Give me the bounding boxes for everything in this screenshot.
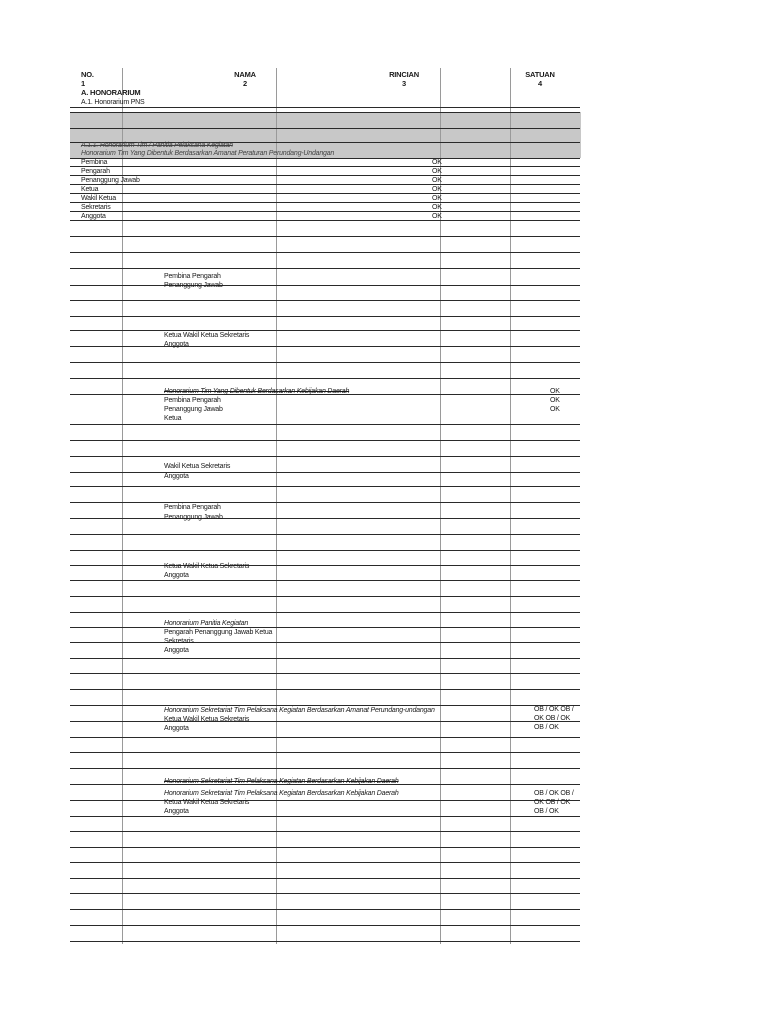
row-line <box>70 456 580 457</box>
row-line <box>70 424 580 425</box>
satuan-value: OK OB / OK <box>534 715 571 722</box>
row-line <box>70 346 580 347</box>
block-text: Ketua <box>164 415 182 422</box>
row-line <box>70 486 580 487</box>
block-title: Honorarium Panitia Kegiatan <box>164 620 249 627</box>
col-satuan-number: 4 <box>538 79 542 88</box>
satuan-value: OK <box>550 406 560 413</box>
row-line <box>70 705 580 706</box>
satuan-value: OB / OK <box>534 724 559 731</box>
row-line <box>70 752 580 753</box>
row-line <box>70 440 580 441</box>
role-wakil-ketua: Wakil Ketua <box>81 195 116 202</box>
satuan-value: OK <box>550 388 560 395</box>
row-line <box>70 847 580 848</box>
col-nama-number: 2 <box>243 79 247 88</box>
row-line <box>70 128 580 129</box>
row-line <box>70 175 580 176</box>
row-line <box>70 878 580 879</box>
section-tim-panitia: A.1.1. Honorarium Tim / Panitia Pelaksana Kegiatan <box>81 142 233 149</box>
satuan-value: OK <box>550 397 560 404</box>
row-line <box>70 502 580 503</box>
row-line <box>70 925 580 926</box>
row-line <box>70 565 580 566</box>
section-honorarium: A. HONORARIUM <box>81 88 141 97</box>
block-text: Penanggung Jawab <box>164 282 223 289</box>
col-no-header: NO. <box>81 70 94 79</box>
row-line <box>70 816 580 817</box>
column-divider-2 <box>276 68 277 944</box>
row-line <box>70 378 580 379</box>
block-text: Penanggung Jawab <box>164 514 223 521</box>
role-pembina: Pembina <box>81 159 108 166</box>
ok-value: OK <box>432 204 442 211</box>
row-line <box>70 236 580 237</box>
role-pengarah: Pengarah <box>81 168 110 175</box>
row-line <box>70 316 580 317</box>
col-no-number: 1 <box>81 79 85 88</box>
role-anggota: Anggota <box>81 213 106 220</box>
col-nama-header: NAMA <box>234 70 256 79</box>
row-line <box>70 285 580 286</box>
row-line <box>70 252 580 253</box>
ok-value: OK <box>432 159 442 166</box>
row-line <box>70 184 580 185</box>
role-ketua: Ketua <box>81 186 99 193</box>
ok-value: OK <box>432 195 442 202</box>
block-text: Anggota <box>164 725 189 732</box>
block-text: Pembina Pengarah <box>164 504 221 511</box>
row-line <box>70 300 580 301</box>
col-satuan-header: SATUAN <box>525 70 555 79</box>
block-text: Anggota <box>164 473 189 480</box>
row-line <box>70 330 580 331</box>
row-line <box>70 689 580 690</box>
block-text: Wakil Ketua Sekretaris <box>164 463 231 470</box>
satuan-value: OB / OK OB / <box>534 706 574 713</box>
ok-value: OK <box>432 177 442 184</box>
block-title: Honorarium Sekretariat Tim Pelaksana Kegiatan Berdasarkan Amanat Perundang-undangan <box>164 707 435 714</box>
ok-value: OK <box>432 168 442 175</box>
block-text: Anggota <box>164 647 189 654</box>
row-line <box>70 220 580 221</box>
column-divider-4 <box>510 68 511 944</box>
row-line <box>70 202 580 203</box>
row-line <box>70 627 580 628</box>
block-text: Pembina Pengarah <box>164 397 221 404</box>
row-line <box>70 642 580 643</box>
block-text: Pembina Pengarah <box>164 273 221 280</box>
row-line <box>70 658 580 659</box>
col-rincian-number: 3 <box>402 79 406 88</box>
row-line <box>70 193 580 194</box>
block-text: Ketua Wakil Ketua Sekretaris <box>164 799 250 806</box>
block-text: Sekretaris <box>164 638 194 645</box>
section-tim-amanat: Honorarium Tim Yang Dibentuk Berdasarkan Amanat Peraturan Perundang-Undangan <box>81 150 335 157</box>
block-text: Pengarah Penanggung Jawab Ketua <box>164 629 273 636</box>
block-text: Anggota <box>164 808 189 815</box>
row-line <box>70 941 580 942</box>
row-line <box>70 800 580 801</box>
row-line <box>70 768 580 769</box>
block-title: Honorarium Sekretariat Tim Pelaksana Kegiatan Berdasarkan Kebijakan Daerah <box>164 790 399 797</box>
row-line <box>70 612 580 613</box>
role-sekretaris: Sekretaris <box>81 204 111 211</box>
row-line <box>70 107 580 108</box>
col-rincian-header: RINCIAN <box>389 70 419 79</box>
row-line <box>70 909 580 910</box>
block-text: Anggota <box>164 572 189 579</box>
row-line <box>70 737 580 738</box>
ok-value: OK <box>432 213 442 220</box>
row-line <box>70 550 580 551</box>
satuan-value: OB / OK <box>534 808 559 815</box>
row-line <box>70 831 580 832</box>
row-line <box>70 166 580 167</box>
row-line <box>70 472 580 473</box>
row-line <box>70 721 580 722</box>
column-divider-1 <box>122 68 123 944</box>
satuan-value: OB / OK OB / <box>534 790 574 797</box>
role-penanggung-jawab: Penanggung Jawab <box>81 177 140 184</box>
block-title: Honorarium Sekretariat Tim Pelaksana Kegiatan Berdasarkan Kebijakan Daerah <box>164 778 399 785</box>
block-text: Ketua Wakil Ketua Sekretaris <box>164 332 250 339</box>
section-honorarium-pns: A.1. Honorarium PNS <box>81 99 145 106</box>
row-line <box>70 268 580 269</box>
block-text: Anggota <box>164 341 189 348</box>
row-line <box>70 534 580 535</box>
row-line <box>70 893 580 894</box>
row-line <box>70 580 580 581</box>
ok-value: OK <box>432 186 442 193</box>
row-line <box>70 862 580 863</box>
satuan-value: OK OB / OK <box>534 799 571 806</box>
row-line <box>70 158 580 159</box>
row-line <box>70 596 580 597</box>
block-text: Ketua Wakil Ketua Sekretaris <box>164 716 250 723</box>
row-line <box>70 673 580 674</box>
block-text: Ketua Wakil Ketua Sekretaris <box>164 563 250 570</box>
block-title: Honorarium Tim Yang Dibentuk Berdasarkan Kebijakan Daerah <box>164 388 350 395</box>
row-line <box>70 518 580 519</box>
block-text: Penanggung Jawab <box>164 406 223 413</box>
row-line <box>70 112 580 113</box>
row-line <box>70 362 580 363</box>
row-line <box>70 211 580 212</box>
